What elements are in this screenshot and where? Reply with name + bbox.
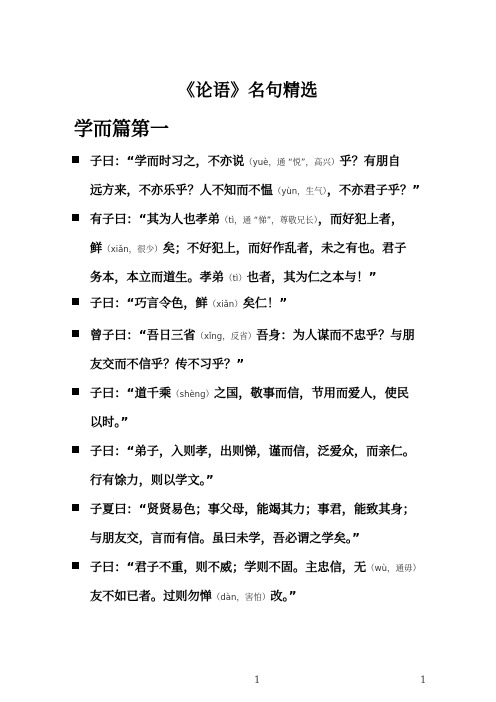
quote-line [90, 264, 377, 292]
square-bullet-icon [72, 388, 79, 395]
quote-text: 友交而不信乎？传不习乎？” [90, 357, 245, 371]
quote-text: 子曰：“弟子，入则孝，出则悌，谨而信，泛爱众，而亲仁。 [90, 444, 415, 458]
quote-text: 行有馀力，则以学文。” [90, 473, 214, 487]
quote-line [90, 583, 297, 611]
quote-text: ，而好犯上者， [317, 212, 404, 226]
quote-line [90, 409, 128, 435]
quote-text: 有子曰：“其为人也孝弟 [90, 212, 220, 226]
quote-line [90, 380, 409, 408]
document-title: 《论语》名句精选 [178, 81, 318, 101]
quote-line [90, 496, 415, 522]
pinyin-note: （tì，通 “悌”，尊敬兄长） [219, 216, 318, 226]
quote-line [90, 290, 287, 318]
pinyin-note: （wù，通毋） [366, 564, 421, 574]
quote-text: 子曰：“巧言令色，鲜 [90, 296, 208, 310]
quote-line [90, 322, 415, 350]
quote-text: 子夏曰：“贤贤易色；事父母，能竭其力；事君，能致其身； [90, 502, 415, 516]
square-bullet-icon [72, 504, 79, 511]
pinyin-note: （yuè，通 “悦”，高兴） [244, 158, 340, 168]
pinyin-note: （shèng） [171, 390, 214, 400]
quote-line [90, 467, 214, 493]
quote-text: 远方来，不亦乐乎？人不知而不愠 [90, 183, 273, 197]
quote-text: 矣；不好犯上，而好作乱者，未之有也。君子 [162, 241, 407, 255]
quote-line [90, 148, 400, 176]
quote-text: 与朋友交，言而有信。虽曰未学，吾必谓之学矣。” [90, 531, 361, 545]
quote-text: 也者，其为仁之本与！” [246, 270, 377, 284]
pinyin-note: （dàn，害怕） [211, 593, 271, 603]
square-bullet-icon [72, 562, 79, 569]
quote-text: 乎？有朋自 [339, 154, 401, 168]
section-heading: 学而篇第一 [74, 118, 170, 140]
page-number-left: 1 [254, 675, 261, 686]
quote-text: 曾子曰：“吾日三省 [90, 328, 196, 342]
pinyin-note: （tì） [224, 274, 247, 284]
quote-text: 子曰：“学而时习之，不亦说 [90, 154, 245, 168]
quote-text: 改。” [270, 589, 297, 603]
quote-line [90, 206, 403, 234]
quote-text: ，不亦君子乎？” [326, 183, 421, 197]
quote-line [90, 554, 421, 582]
quote-text: 务本，本立而道生。孝弟 [90, 270, 225, 284]
quote-text: 以时。” [90, 415, 129, 429]
pinyin-note: （xǐng，反省） [195, 332, 257, 342]
quote-text: 子曰：“君子不重，则不威；学则不固。主忠信，无 [90, 560, 367, 574]
square-bullet-icon [72, 330, 79, 337]
quote-text: 之国，敬事而信，节用而爱人，使民 [213, 386, 409, 400]
page-number-right: 1 [420, 675, 427, 686]
quote-line [90, 177, 420, 205]
quote-line [90, 351, 244, 377]
pinyin-note: （yùn，生气） [272, 187, 327, 197]
quote-text: 友不如已者。过则勿惮 [90, 589, 212, 603]
quote-text: 子曰：“道千乘 [90, 386, 172, 400]
quote-line [90, 438, 415, 464]
quote-text: 矣仁！” [242, 296, 288, 310]
quote-line [90, 235, 406, 263]
quote-line [90, 525, 360, 551]
square-bullet-icon [72, 156, 79, 163]
quote-text: 吾身：为人谋而不忠乎？与朋 [256, 328, 415, 342]
square-bullet-icon [72, 298, 79, 305]
square-bullet-icon [72, 214, 79, 221]
quote-text: 鲜 [90, 241, 103, 255]
square-bullet-icon [72, 446, 79, 453]
pinyin-note: （xiǎn） [207, 300, 243, 310]
pinyin-note: （xiǎn，很少） [102, 245, 163, 255]
